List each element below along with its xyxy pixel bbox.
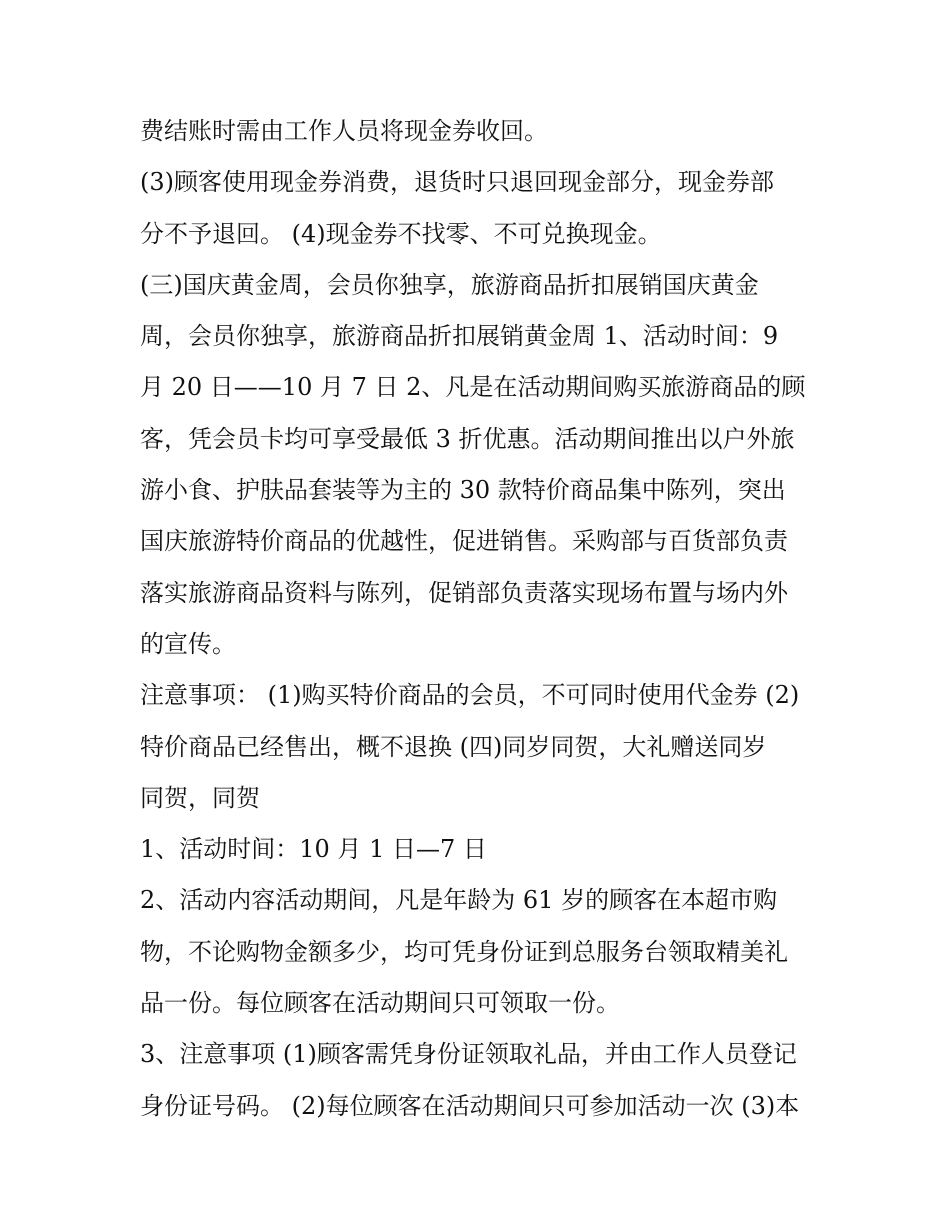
text-line: 游小食、护肤品套装等为主的 30 款特价商品集中陈列，突出 xyxy=(140,476,786,505)
text-line: 费结账时需由工作人员将现金券收回。 xyxy=(140,117,548,145)
text-line: 的宣传。 xyxy=(140,629,236,658)
text-line: 客，凭会员卡均可享受最低 3 折优惠。活动期间推出以户外旅 xyxy=(140,424,795,453)
text-line: 注意事项： (1)购买特价商品的会员，不可同时使用代金券 (2) xyxy=(140,681,800,710)
text-line: (三)国庆黄金周，会员你独享，旅游商品折扣展销国庆黄金 xyxy=(140,270,759,299)
text-line: 落实旅游商品资料与陈列，促销部负责落实现场布置与场内外 xyxy=(140,578,788,607)
text-line: 品一份。每位顾客在活动期间只可领取一份。 xyxy=(140,989,620,1018)
text-line: 1、活动时间：10 月 1 日—7 日 xyxy=(140,835,487,864)
text-line: 2、活动内容活动期间，凡是年龄为 61 岁的顾客在本超市购 xyxy=(140,886,778,915)
text-line: 国庆旅游特价商品的优越性，促进销售。采购部与百货部负责 xyxy=(140,527,788,556)
text-line: 月 20 日——10 月 7 日 2、凡是在活动期间购买旅游商品的顾 xyxy=(140,373,806,402)
text-line: (3)顾客使用现金券消费，退货时只退回现金部分，现金券部 xyxy=(140,168,774,197)
text-line: 同贺，同贺 xyxy=(140,783,260,812)
text-line: 分不予退回。 (4)现金券不找零、不可兑换现金。 xyxy=(140,219,662,248)
document-body xyxy=(140,106,820,1132)
text-line: 周，会员你独享，旅游商品折扣展销黄金周 1、活动时间：9 xyxy=(140,322,779,351)
text-line: 3、注意事项 (1)顾客需凭身份证领取礼品，并由工作人员登记 xyxy=(140,1040,797,1069)
text-line: 物，不论购物金额多少，均可凭身份证到总服务台领取精美礼 xyxy=(140,937,788,966)
text-line: 身份证号码。 (2)每位顾客在活动期间只可参加活动一次 (3)本 xyxy=(140,1091,800,1120)
text-line: 特价商品已经售出，概不退换 (四)同岁同贺，大礼赠送同岁 xyxy=(140,732,767,761)
